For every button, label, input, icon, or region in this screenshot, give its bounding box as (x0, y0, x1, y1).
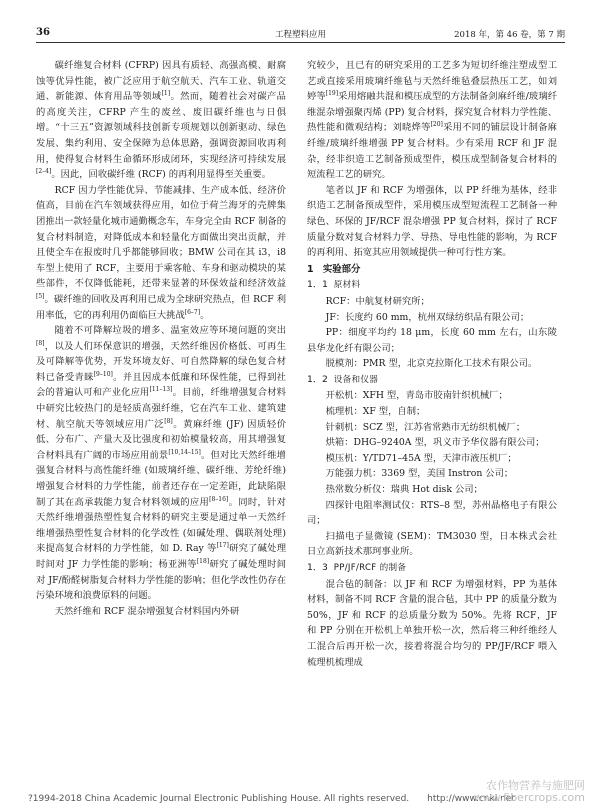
citation[interactable]: [1] (161, 90, 171, 98)
citation[interactable]: [18] (196, 557, 210, 565)
section-heading: 1 实验部分 (307, 263, 361, 275)
subsection-heading-materials: 1．1 原材料 (307, 279, 361, 291)
equipment-item: 万能强力机：3369 型，美国 Instron 公司； (325, 468, 514, 480)
material-item: RCF：中航复材研究所； (325, 295, 430, 307)
preparation-paragraph: 混合毡的制备：以 JF 和 RCF 为增强材料，PP 为基体材料，制备不同 RCF 含量的混合毡，其中 PP 的质量分数为 50%，JF 和 RCF 的总质量分数为 50%。先将 RCF，JF 和 PP 分别在开松机上单独开松一次，然后将三种纤维经人工混合后再开松一次，接着将混合均匀的 PP/JF/RCF 喂入梳理机梳理成 (307, 578, 557, 668)
intro-paragraph-1: 碳纤维复合材料 (CFRP) 因具有质轻、高强高模、耐腐蚀等优异性能，被广泛应用于航空航天、汽车工业、轨道交通、新能源、体育用品等领域[1]。然而，随着社会对碳产品的高度关注，CFRP 产生的废丝、废旧碳纤维也与日俱增。“十三五”资源领域科技创新专项规划以创新驱动、绿色发展、集约利用、安全保障为总体思路，强调资源回收再利用，使得复合材料生命循环形成闭环，实现经济可持续发展[2–4]。因此，回收碳纤维 (RCF) 的再利用显得至关重要。 (36, 60, 286, 181)
material-item: PP：细度平均约 18 μm，长度 60 mm 左右，山东陵县华龙化纤有限公司； (307, 327, 557, 354)
equipment-item: 扫描电子显微镜 (SEM)：TM3030 型，日本株式会社日立高新技术那珂事业所。 (307, 530, 557, 558)
journal-title: 工程塑料应用 (274, 30, 326, 40)
citation[interactable]: [2–4] (36, 168, 52, 176)
copyright-footer: ?1994-2018 China Academic Journal Electronic Publishing House. All rights reserved. http://www.cnki.net (28, 794, 515, 804)
citation[interactable]: [8] (36, 339, 45, 347)
site-watermark (474, 780, 585, 804)
page-number: 36 (36, 27, 50, 38)
watermark-url: www.fibercrops.com (473, 791, 585, 804)
citation[interactable]: [8] (164, 417, 173, 425)
intro-paragraph-4: 天然纤维和 RCF 混杂增强复合材料国内外研 (54, 605, 240, 617)
citation[interactable]: [10,14–15] (168, 448, 201, 456)
subsection-heading-preparation: 1．3 PP/JF/RCF 的制备 (307, 562, 407, 573)
intro-paragraph-2: RCF 因力学性能优异、节能减排、生产成本低、经济价值高，目前在汽车领域获得应用，如位于荷兰海牙的壳牌集团推出一款轻量化城市通勤概念车，车身完全由 RCF 制备的复合材料制造，对降低成本和轻量化方面做出突出贡献，并且使全车在报废时几乎都能够回收；BMW 公司在其 i3，i8 车型上使用了 RCF，主要用于乘客舱、车身和驱动模块的某些部件，不仅降低能耗，还带来显著的环保效益和经济效益[5]。碳纤维的回收及再利用已成为全球研究热点，但 RCF 利用率低，它的再利用仍面临巨大挑战[6–7]。 (36, 184, 286, 321)
issue-info: 2018 年，第 46 卷，第 7 期 (454, 30, 565, 40)
citation[interactable]: [8–16] (209, 495, 229, 503)
citation[interactable]: [5] (36, 292, 45, 300)
citation[interactable]: [17] (216, 542, 229, 550)
watermark-title: 农作物营养与施肥网 (486, 779, 585, 792)
citation[interactable]: [19] (325, 90, 339, 98)
citation[interactable]: [20] (430, 121, 443, 129)
equipment-item: 梳理机：XF 型，自制； (325, 406, 426, 418)
material-item: JF：长度约 60 mm，杭州双绿纺织品有限公司； (325, 311, 530, 323)
citation[interactable]: [9–10] (93, 370, 113, 378)
equipment-item: 热常数分析仪：瑞典 Hot disk 公司； (325, 484, 483, 496)
equipment-item: 针刺机：SCZ 型，江苏省常熟市无纺织机械厂； (325, 421, 526, 433)
right-column (307, 58, 557, 670)
running-header (36, 26, 565, 43)
intro-paragraph-3: 随着不可降解垃圾的增多、温室效应等环境问题的突出[8]，以及人们环保意识的增强，天然纤维因价格低、可再生及可降解等优势，开发环境友好、可自然降解的绿色复合材料已备受青睐[9–10]。并且因成本低廉和环保性能，已得到社会的普遍认可和产业化应用[11–13]。目前，纤维增强复合材料中研究比较热门的是轻质高强纤维，它在汽车工业、建筑建材、航空航天等领域应用广泛[8]。黄麻纤维 (JF) 因质轻价低、分布广、产量大及比强度和初始模量较高，用其增强复合材料具有广阔的市场应用前景[10,14–15]。但对比天然纤维增强复合材料与高性能纤维 (如玻璃纤维、碳纤维、芳纶纤维) 增强复合材料的力学性能，前者还存在一定差距，此缺陷限制了其在高承载能力复合材料领域的应用[8–16]。同时，针对天然纤维增强热塑性复合材料的研究主要是通过单一天然纤维增强热塑性复合材料的化学改性 (如碱处理、偶联剂处理) 来提高复合材料的力学性能，如 D. Ray 等[17]研究了碱处理时间对 JF 力学性能的影响；杨亚洲等[18]研究了碱处理时间对 JF/酚醛树脂复合材料力学性能的影响；但化学改性仍存在污染环境和浪费原料的问题。 (36, 325, 286, 602)
subsection-heading-equipment: 1．2 设备和仪器 (307, 373, 379, 385)
citation[interactable]: [11–13] (149, 386, 173, 394)
citation[interactable]: [6–7] (184, 308, 201, 316)
equipment-item: 模压机：Y/TD71–45A 型，天津市液压机厂； (325, 452, 517, 464)
intro-paragraph-4-cont: 究较少，且已有的研究采用的工艺多为短切纤维注塑成型工艺或直接采用玻璃纤维毡与天然纤维毡叠层热压工艺，如刘婷等[19]采用熔融共混和模压成型的方法制备剑麻纤维/玻璃纤维混杂增强聚丙烯 (PP) 复合材料，探究复合材料力学性能、热性能和微观结构；刘晓烨等[20]采用不同的铺层设计制备麻纤维/玻璃纤维增强 PP 复合材料。少有采用 RCF 和 JF 混杂，经非织造工艺制备预成型件，模压成型制备复合材料的短流程工艺的研究。 (307, 60, 557, 181)
material-item: 脱模剂：PMR 型，北京克拉斯化工技术有限公司。 (325, 358, 538, 370)
equipment-item: 开松机：XFH 型，青岛市胶南针织机械厂； (325, 390, 508, 402)
equipment-item: 烘箱：DHG–9240A 型，巩义市予华仪器有限公司； (325, 437, 545, 449)
intro-paragraph-5: 笔者以 JF 和 RCF 为增强体，以 PP 纤维为基体，经非织造工艺制备预成型件，采用模压成型短流程工艺制备一种绿色、环保的 JF/RCF 混杂增强 PP 复合材料，探讨了 RCF 质量分数对复合材料力学、导热、导电性能的影响，为 RCF 的再利用、拓宽其应用领域提供一种可行性方案。 (307, 184, 557, 259)
equipment-item: 四探针电阻率测试仪：RTS–8 型，苏州晶格电子有限公司； (307, 499, 557, 527)
left-column (36, 58, 286, 619)
